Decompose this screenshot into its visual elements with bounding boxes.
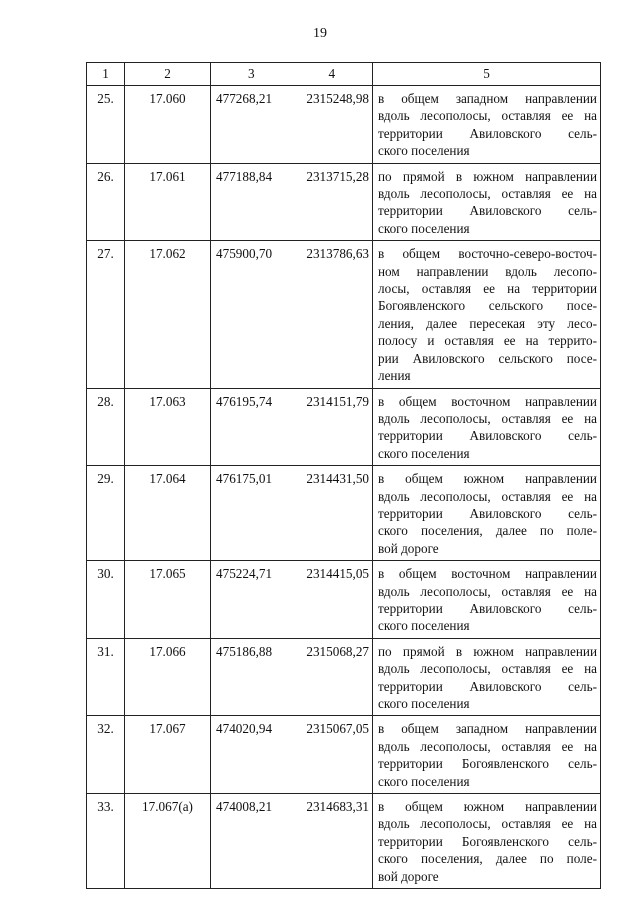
coordinate-y: 2315068,27	[306, 643, 369, 659]
boundary-description	[373, 241, 601, 388]
description-line: вдоль лесополосы, оставляя ее на	[378, 816, 597, 832]
boundary-description	[373, 716, 601, 794]
coordinates-cell	[211, 163, 373, 241]
description-line: ского поселения, далее по поле-	[378, 851, 597, 867]
page-number: 19	[313, 26, 327, 41]
description-line: в общем восточно-северо-восточ-	[378, 246, 597, 262]
description-line: лосы, оставляя ее на территории	[378, 281, 597, 297]
header-col-5: 5	[373, 63, 601, 86]
description-line: вдоль лесополосы, оставляя ее на	[378, 738, 597, 754]
description-line: Богоявленского сельского посе-	[378, 298, 597, 314]
description-line: территории Авиловского сель-	[378, 428, 597, 444]
description-line: территории Авиловского сель-	[378, 203, 597, 219]
header-col-3: 3	[247, 66, 255, 81]
point-number: 17.060	[125, 86, 211, 164]
description-line: ского поселения	[378, 773, 470, 789]
description-line: в общем восточном направлении	[378, 393, 597, 409]
table-row	[87, 716, 601, 794]
point-number: 17.066	[125, 638, 211, 716]
description-line: ном направлении вдоль лесопо-	[378, 263, 597, 279]
coordinate-y: 2314151,79	[306, 393, 369, 409]
description-line: вдоль лесополосы, оставляя ее на	[378, 583, 597, 599]
coordinate-x: 475224,71	[216, 566, 273, 582]
coordinate-x: 475186,88	[216, 643, 273, 659]
description-line: вой дороге	[378, 868, 439, 884]
description-line: рии Авиловского сельского посе-	[378, 350, 597, 366]
coordinate-y: 2314415,05	[306, 566, 369, 582]
description-line: в общем западном направлении	[378, 91, 597, 106]
description-line: вдоль лесополосы, оставляя ее на	[378, 661, 597, 677]
row-index: 25.	[87, 86, 125, 164]
point-number: 17.061	[125, 163, 211, 241]
coordinates-cell	[211, 716, 373, 794]
header-col-1: 1	[87, 63, 125, 86]
coordinate-y: 2313715,28	[306, 168, 369, 184]
coordinate-y: 2313786,63	[306, 246, 369, 262]
point-number: 17.067(а)	[125, 794, 211, 889]
coordinates-cell	[211, 794, 373, 889]
table-row	[87, 794, 601, 889]
description-line: ского поселения	[378, 618, 470, 634]
description-line: по прямой в южном направлении	[378, 168, 597, 184]
coordinate-y: 2315248,98	[306, 91, 369, 106]
coordinate-x: 474020,94	[216, 721, 273, 737]
header-col-4: 4	[328, 66, 336, 81]
coordinates-cell	[211, 561, 373, 639]
row-index: 27.	[87, 241, 125, 388]
description-line: вдоль лесополосы, оставляя ее на	[378, 108, 597, 124]
description-line: территории Богоявленского сель-	[378, 756, 597, 772]
description-line: территории Авиловского сель-	[378, 505, 597, 521]
description-line: ского поселения, далее по поле-	[378, 523, 597, 539]
coordinate-x: 476195,74	[216, 393, 273, 409]
boundary-description	[373, 163, 601, 241]
coordinates-cell	[211, 466, 373, 561]
coordinate-x: 474008,21	[216, 799, 273, 815]
coordinate-y: 2314431,50	[306, 471, 369, 487]
coordinate-x: 477268,21	[216, 91, 273, 106]
description-line: ского поселения	[378, 696, 470, 711]
coordinates-cell	[211, 241, 373, 388]
boundary-description	[373, 388, 601, 466]
row-index: 32.	[87, 716, 125, 794]
row-index: 26.	[87, 163, 125, 241]
description-line: территории Авиловского сель-	[378, 600, 597, 616]
table-row	[87, 388, 601, 466]
description-line: вдоль лесополосы, оставляя ее на	[378, 410, 597, 426]
table-row	[87, 241, 601, 388]
description-line: в общем западном направлении	[378, 721, 597, 737]
row-index: 28.	[87, 388, 125, 466]
coordinates-cell	[211, 388, 373, 466]
table-row	[87, 163, 601, 241]
header-col-2: 2	[125, 63, 211, 86]
boundary-description	[373, 794, 601, 889]
table-row	[87, 638, 601, 716]
boundary-table	[86, 62, 601, 889]
description-line: территории Богоявленского сель-	[378, 833, 597, 849]
coordinate-y: 2315067,05	[306, 721, 369, 737]
description-line: полосу и оставляя ее на террито-	[378, 333, 597, 349]
coordinate-x: 477188,84	[216, 168, 273, 184]
point-number: 17.064	[125, 466, 211, 561]
table-row	[87, 466, 601, 561]
description-line: по прямой в южном направлении	[378, 643, 597, 659]
point-number: 17.065	[125, 561, 211, 639]
description-line: ского поселения	[378, 143, 470, 159]
coordinate-x: 475900,70	[216, 246, 273, 262]
coordinates-cell	[211, 86, 373, 164]
table-row	[87, 561, 601, 639]
coordinate-y: 2314683,31	[306, 799, 369, 815]
description-line: ского поселения	[378, 445, 470, 461]
description-line: вдоль лесополосы, оставляя ее на	[378, 488, 597, 504]
description-line: территории Авиловского сель-	[378, 125, 597, 141]
description-line: в общем южном направлении	[378, 799, 597, 815]
description-line: вой дороге	[378, 540, 439, 556]
point-number: 17.067	[125, 716, 211, 794]
boundary-description	[373, 638, 601, 716]
description-line: ского поселения	[378, 220, 470, 236]
row-index: 31.	[87, 638, 125, 716]
row-index: 33.	[87, 794, 125, 889]
coordinate-x: 476175,01	[216, 471, 273, 487]
description-line: в общем южном направлении	[378, 471, 597, 487]
point-number: 17.062	[125, 241, 211, 388]
description-line: в общем восточном направлении	[378, 566, 597, 582]
row-index: 29.	[87, 466, 125, 561]
coordinates-cell	[211, 638, 373, 716]
description-line: ления	[378, 368, 411, 384]
description-line: вдоль лесополосы, оставляя ее на	[378, 186, 597, 202]
boundary-description	[373, 466, 601, 561]
header-col-3-4	[211, 63, 373, 86]
boundary-description	[373, 86, 601, 164]
table-row	[87, 86, 601, 164]
row-index: 30.	[87, 561, 125, 639]
description-line: территории Авиловского сель-	[378, 678, 597, 694]
boundary-description	[373, 561, 601, 639]
table-header-row	[87, 63, 601, 86]
description-line: ления, далее пересекая эту лесо-	[378, 315, 597, 331]
point-number: 17.063	[125, 388, 211, 466]
